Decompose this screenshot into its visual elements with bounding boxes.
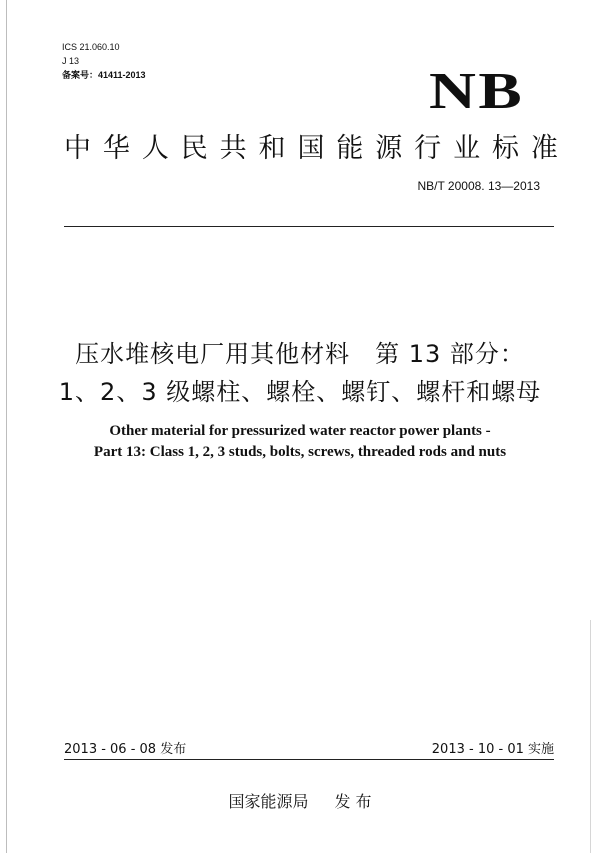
standard-title-char: 共 bbox=[219, 133, 247, 164]
standard-title-char: 标 bbox=[491, 133, 519, 164]
footer-rule bbox=[64, 759, 554, 760]
scan-edge-right bbox=[590, 620, 591, 853]
publisher-name: 国家能源局 bbox=[228, 792, 309, 811]
standard-title-char: 华 bbox=[102, 133, 130, 164]
english-title-line-1: Other material for pressurized water reactor power plants - bbox=[109, 423, 491, 439]
ics-code: ICS 21.060.10 bbox=[62, 42, 120, 52]
chinese-title-line-2: 1、2、3 级螺柱、螺栓、螺钉、螺杆和螺母 bbox=[58, 378, 542, 406]
english-title-line-2: Part 13: Class 1, 2, 3 studs, bolts, screws, threaded rods and nuts bbox=[93, 444, 507, 460]
standard-title-char: 人 bbox=[141, 133, 169, 164]
standard-title-char: 能 bbox=[336, 133, 364, 164]
implementation-date: 2013 - 10 - 01 实施 bbox=[431, 742, 554, 757]
standard-title-char: 民 bbox=[180, 133, 208, 164]
standard-title-char: 源 bbox=[375, 133, 403, 164]
standard-title-char: 准 bbox=[530, 133, 558, 164]
nb-logo: NB bbox=[428, 63, 524, 120]
standard-type-title bbox=[64, 126, 558, 165]
standard-title-char: 中 bbox=[64, 133, 91, 164]
standard-number: NB/T 20008. 13—2013 bbox=[417, 179, 540, 193]
chinese-title-line-1: 压水堆核电厂用其他材料 第 13 部分： bbox=[75, 340, 525, 368]
publisher-action: 发 布 bbox=[334, 792, 372, 811]
issue-date: 2013 - 06 - 08 发布 bbox=[64, 742, 187, 757]
classification-block bbox=[62, 40, 146, 82]
ccs-code: J 13 bbox=[62, 56, 80, 66]
standard-title-char: 业 bbox=[453, 133, 481, 164]
standard-title-char: 国 bbox=[297, 133, 325, 164]
publisher-line bbox=[0, 789, 600, 812]
standard-title-char: 行 bbox=[414, 133, 442, 164]
header-rule bbox=[64, 226, 554, 227]
filing-number: 备案号：41411-2013 bbox=[62, 70, 146, 80]
standard-title-char: 和 bbox=[258, 133, 286, 164]
